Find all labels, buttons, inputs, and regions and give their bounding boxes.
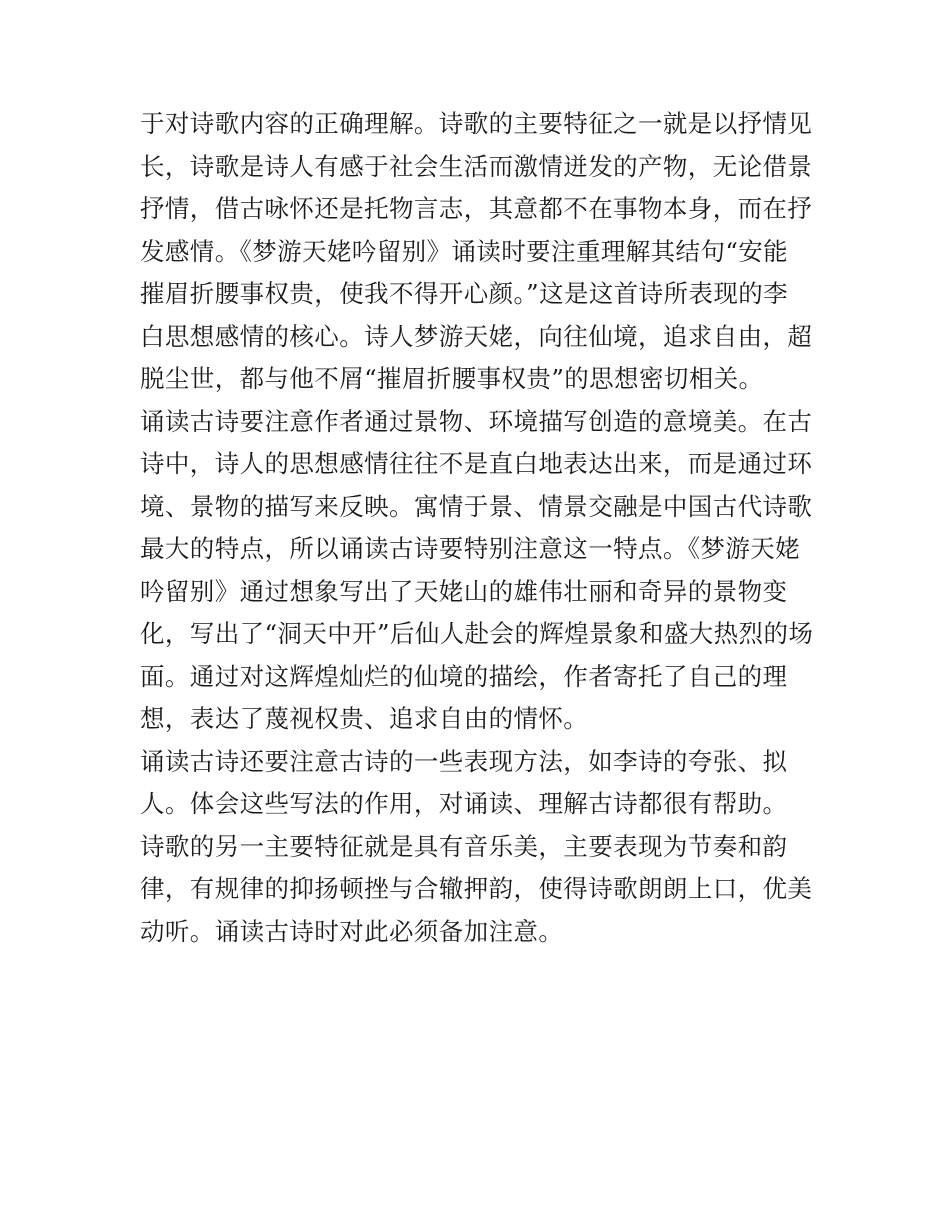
text-line: 抒情，借古咏怀还是托物言志，其意都不在事物本身，而在抒	[140, 194, 813, 223]
text-line: 于对诗歌内容的正确理解。诗歌的主要特征之一就是以抒情见	[140, 109, 813, 138]
text-line: 摧眉折腰事权贵，使我不得开心颜。”这是这首诗所表现的李	[140, 279, 789, 308]
text-line: 白思想感情的核心。诗人梦游天姥，向往仙境，追求自由，超	[140, 321, 813, 351]
text-line: 诵读古诗还要注意古诗的一些表现方法，如李诗的夸张、拟	[140, 746, 788, 776]
text-line: 脱尘世，都与他不屑“摧眉折腰事权贵”的思想密切相关。	[140, 364, 764, 393]
text-line: 诗歌的另一主要特征就是具有音乐美，主要表现为节奏和韵	[140, 831, 788, 861]
text-line: 化，写出了“洞天中开”后仙人赴会的辉煌景象和盛大热烈的场	[140, 619, 814, 648]
text-line: 最大的特点，所以诵读古诗要特别注意这一特点。《梦游天姥	[140, 534, 801, 563]
text-line: 吟留别》通过想象写出了天姥山的雄伟壮丽和奇异的景物变	[140, 576, 788, 606]
text-line: 长，诗歌是诗人有感于社会生活而激情迸发的产物，无论借景	[140, 151, 813, 181]
text-line: 律，有规律的抑扬顿挫与合辙押韵，使得诗歌朗朗上口，优美	[140, 874, 813, 903]
text-line: 想，表达了蔑视权贵、追求自由的情怀。	[140, 704, 589, 733]
text-line: 人。体会这些写法的作用，对诵读、理解古诗都很有帮助。	[140, 789, 788, 818]
text-line: 境、景物的描写来反映。寓情于景、情景交融是中国古代诗歌	[140, 491, 813, 521]
body-text	[140, 103, 820, 953]
text-line: 面。通过对这辉煌灿烂的仙境的描绘，作者寄托了自己的理	[140, 661, 788, 691]
text-line: 发感情。《梦游天姥吟留别》诵读时要注重理解其结句“安能	[140, 236, 789, 266]
text-line: 动听。诵读古诗时对此必须备加注意。	[140, 916, 564, 946]
text-line: 诗中，诗人的思想感情往往不是直白地表达出来，而是通过环	[140, 449, 813, 478]
text-line: 诵读古诗要注意作者通过景物、环境描写创造的意境美。在古	[140, 406, 813, 436]
